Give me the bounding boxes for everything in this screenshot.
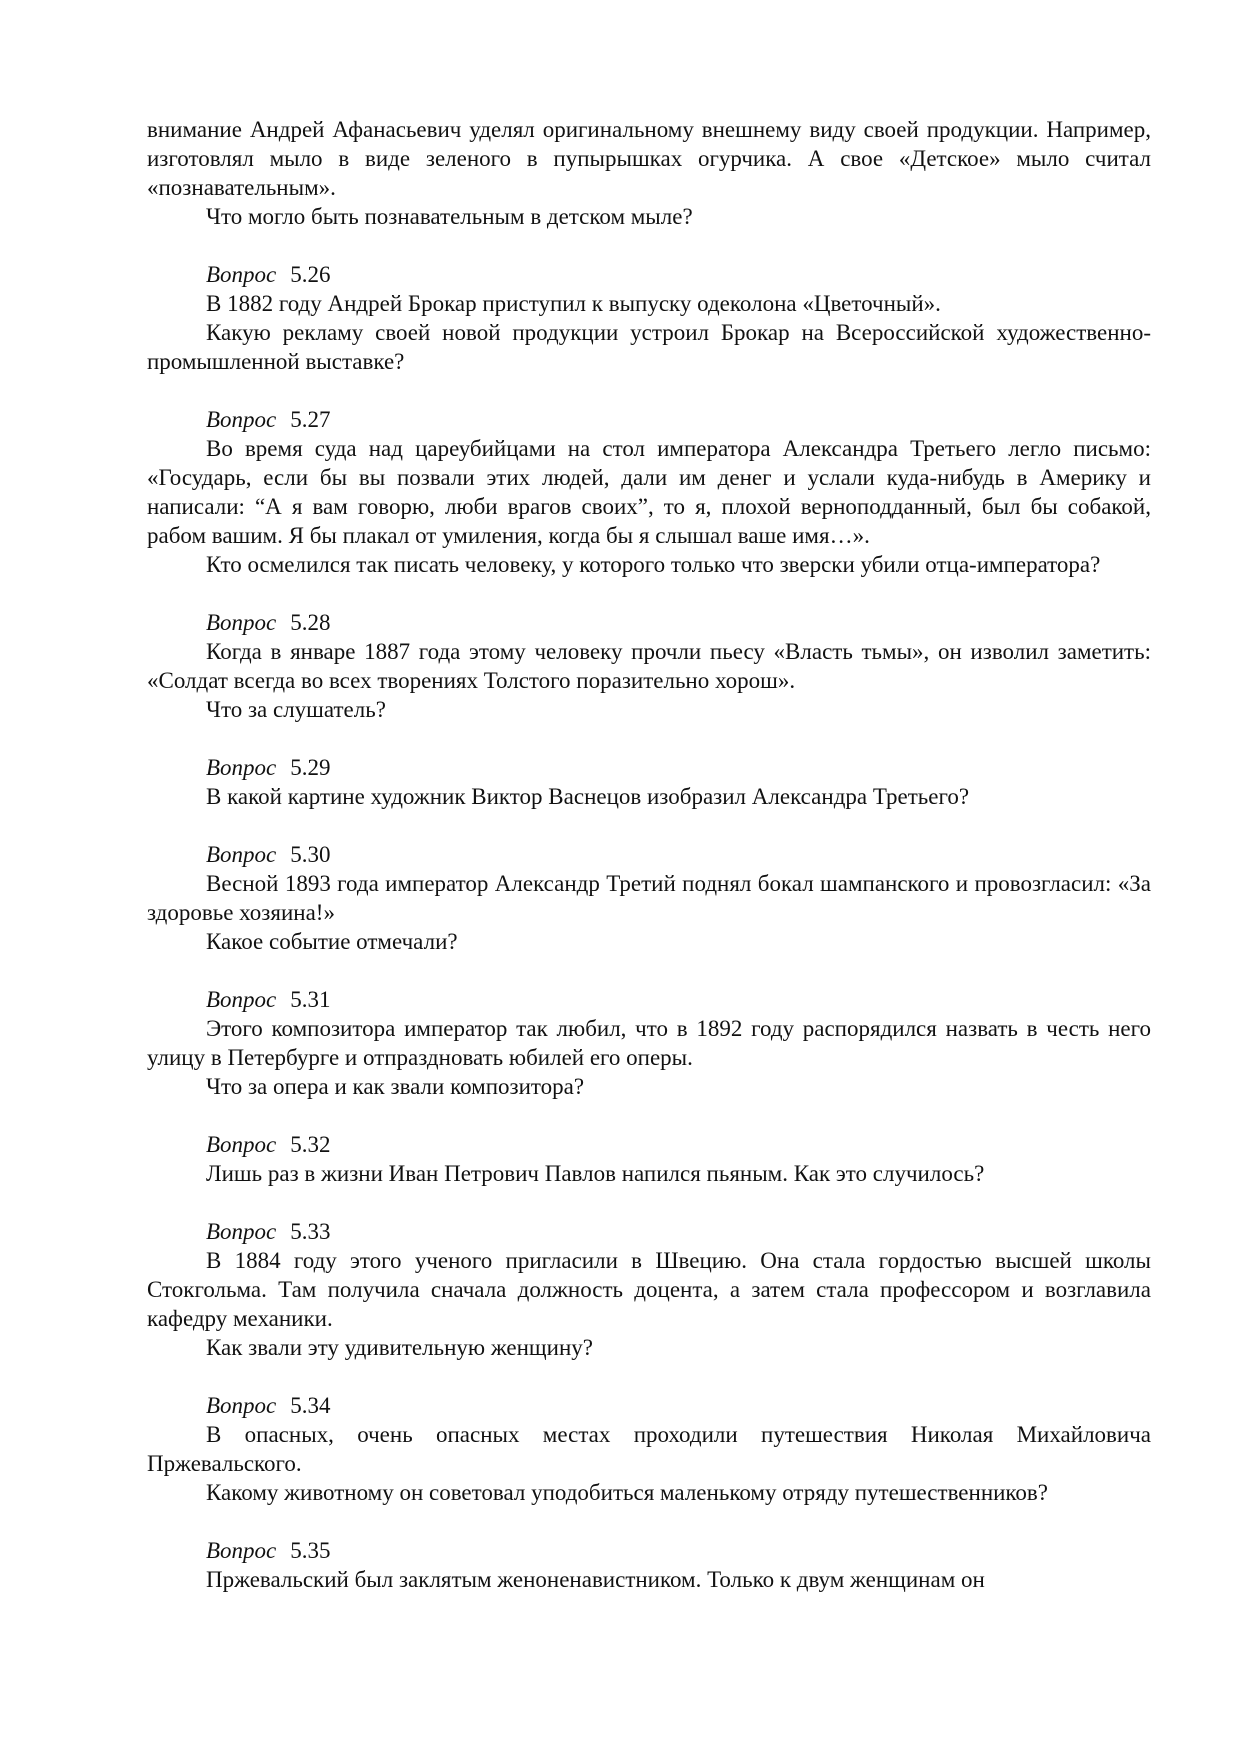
question-paragraph: Что за слушатель? — [206, 697, 386, 722]
question-block — [147, 1391, 1151, 1507]
question-paragraph: В 1884 году этого ученого пригласили в Швецию. Она стала гордостью высшей школы Стокгольма. Там получила сначала должность доцента, а затем стала профессором и возглавила кафедру механики. — [147, 1248, 1151, 1331]
question-paragraph: Весной 1893 года император Александр Третий поднял бокал шампанского и провозгласил: «За здоровье хозяина!» — [147, 871, 1151, 925]
question-paragraph: В опасных, очень опасных местах проходили путешествия Николая Михайловича Пржевальского. — [147, 1422, 1151, 1476]
question-paragraph: Кто осмелился так писать человеку, у которого только что зверски убили отца-императора? — [206, 552, 1101, 577]
question-heading — [147, 608, 1151, 637]
question-label: Вопрос — [206, 1219, 277, 1244]
question-label: Вопрос — [206, 1393, 277, 1418]
question-label: Вопрос — [206, 610, 277, 635]
question-paragraph: Какому животному он советовал уподобиться маленькому отряду путешественников? — [206, 1480, 1049, 1505]
question-paragraph: Какую рекламу своей новой продукции устроил Брокар на Всероссийской художественно-промышленной выставке? — [147, 320, 1151, 374]
question-number: 5.35 — [290, 1538, 331, 1563]
question-paragraph: Этого композитора император так любил, что в 1892 году распорядился назвать в честь него улицу в Петербурге и отпраздновать юбилей его оперы. — [147, 1016, 1151, 1070]
question-number: 5.34 — [290, 1393, 331, 1418]
question-label: Вопрос — [206, 262, 277, 287]
question-label: Вопрос — [206, 407, 277, 432]
question-block — [147, 260, 1151, 376]
question-heading — [147, 1217, 1151, 1246]
question-number: 5.26 — [290, 262, 331, 287]
question-heading — [147, 1130, 1151, 1159]
questions-list — [147, 260, 1151, 1594]
question-number: 5.29 — [290, 755, 331, 780]
question-paragraph: Пржевальский был заклятым женоненавистником. Только к двум женщинам он — [206, 1567, 985, 1592]
question-heading — [147, 405, 1151, 434]
question-paragraph: Какое событие отмечали? — [206, 929, 458, 954]
question-block — [147, 840, 1151, 956]
question-number: 5.27 — [290, 407, 331, 432]
question-label: Вопрос — [206, 1538, 277, 1563]
question-block — [147, 985, 1151, 1101]
question-block — [147, 1130, 1151, 1188]
question-heading — [147, 840, 1151, 869]
question-heading — [147, 753, 1151, 782]
question-paragraph: Что за опера и как звали композитора? — [206, 1074, 585, 1099]
question-paragraph: В какой картине художник Виктор Васнецов изобразил Александра Третьего? — [206, 784, 970, 809]
question-label: Вопрос — [206, 755, 277, 780]
question-heading — [147, 1391, 1151, 1420]
document-page — [147, 115, 1151, 1594]
question-label: Вопрос — [206, 842, 277, 867]
question-number: 5.33 — [290, 1219, 331, 1244]
question-block — [147, 608, 1151, 724]
question-label: Вопрос — [206, 987, 277, 1012]
question-heading — [147, 1536, 1151, 1565]
question-number: 5.31 — [290, 987, 331, 1012]
question-number: 5.32 — [290, 1132, 331, 1157]
question-heading — [147, 260, 1151, 289]
intro-question: Что могло быть познавательным в детском мыле? — [206, 204, 693, 229]
question-number: 5.28 — [290, 610, 331, 635]
question-block — [147, 1536, 1151, 1594]
question-block — [147, 753, 1151, 811]
question-paragraph: Когда в январе 1887 года этому человеку прочли пьесу «Власть тьмы», он изволил заметить: «Солдат всегда во всех творениях Толстого поразительно хорош». — [147, 639, 1151, 693]
question-heading — [147, 985, 1151, 1014]
question-block — [147, 405, 1151, 579]
question-paragraph: Во время суда над цареубийцами на стол императора Александра Третьего легло письмо: «Государь, если бы вы позвали этих людей, дали им денег и услали куда-нибудь в Америку и написали: “А я вам говорю, люби врагов своих”, то я, плохой верноподданный, был бы собакой, рабом вашим. Я бы плакал от умиления, когда бы я слышал ваше имя…». — [147, 436, 1151, 548]
question-block — [147, 1217, 1151, 1362]
question-label: Вопрос — [206, 1132, 277, 1157]
question-paragraph: В 1882 году Андрей Брокар приступил к выпуску одеколона «Цветочный». — [206, 291, 941, 316]
question-number: 5.30 — [290, 842, 331, 867]
intro-paragraph: внимание Андрей Афанасьевич уделял оригинальному внешнему виду своей продукции. Например, изготовлял мыло в виде зеленого в пупырышках огурчика. А свое «Детское» мыло считал «познавательным». — [147, 117, 1151, 200]
question-paragraph: Как звали эту удивительную женщину? — [206, 1335, 593, 1360]
question-paragraph: Лишь раз в жизни Иван Петрович Павлов напился пьяным. Как это случилось? — [206, 1161, 985, 1186]
